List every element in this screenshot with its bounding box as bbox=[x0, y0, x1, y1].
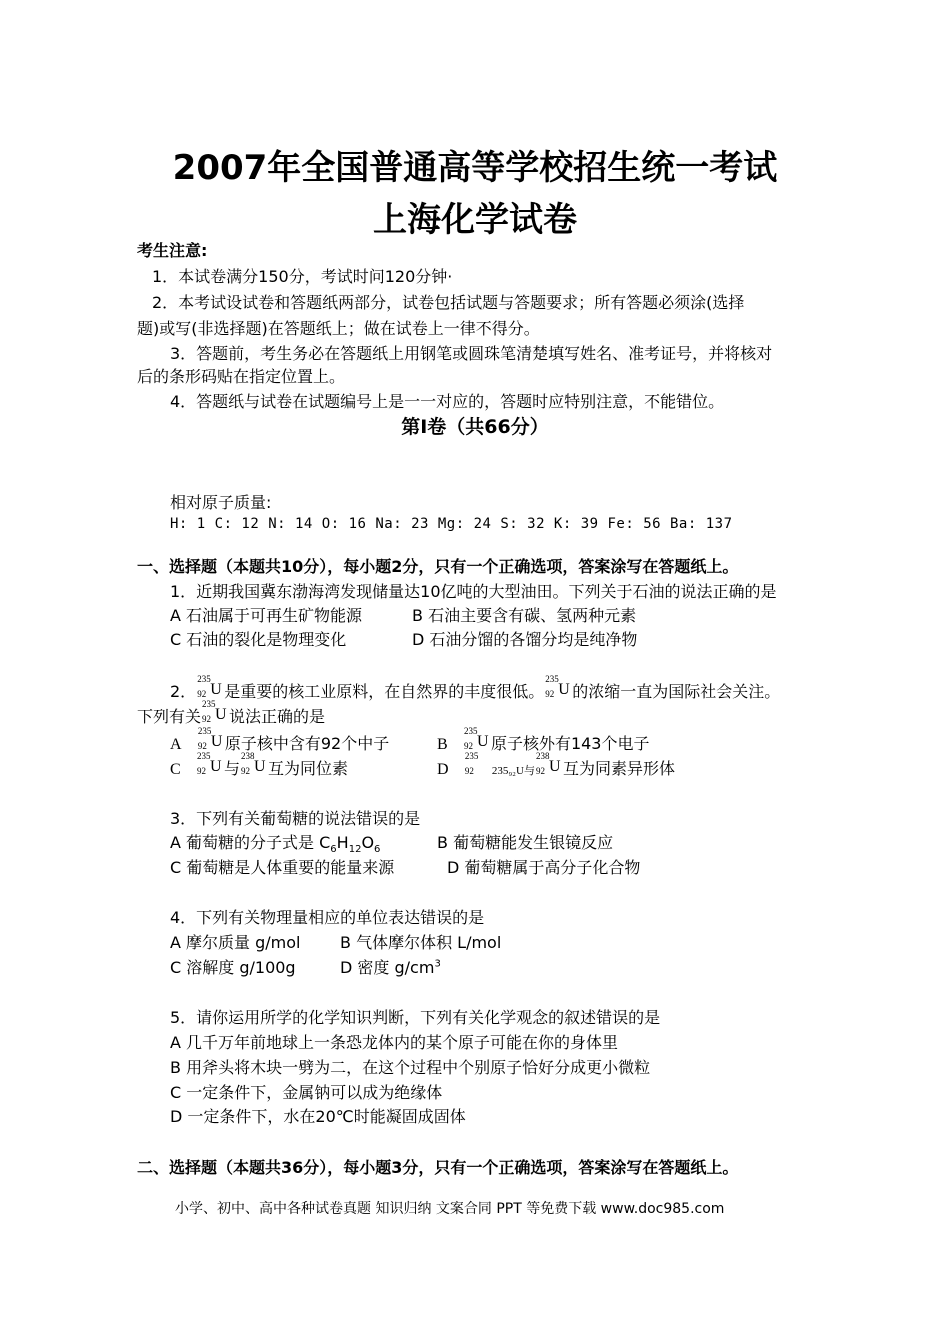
q3-option-d: D 葡萄糖属于高分子化合物 bbox=[447, 858, 641, 877]
q2-number: 2． bbox=[170, 682, 197, 701]
u238-nuclide: 238 92 U bbox=[535, 751, 561, 776]
q2-stem-line1: 2． 235 92 U 是重要的核工业原料，在自然界的丰度很低。 235 92 U 的浓缩一直为国际社会关注。 bbox=[170, 674, 781, 701]
q5-stem: 5．请你运用所学的化学知识判断，下列有关化学观念的叙述错误的是 bbox=[170, 1008, 661, 1027]
q1-option-c: C 石油的裂化是物理变化 bbox=[170, 630, 347, 649]
u235-nuclide: 235 92 U bbox=[202, 699, 227, 724]
q4-option-a: A 摩尔质量 g/mol bbox=[170, 933, 301, 952]
q5-option-b: B 用斧头将木块一劈为二，在这个过程中个别原子恰好分成更小微粒 bbox=[170, 1058, 651, 1077]
notice-item-2-line1: 2．本考试设试卷和答题纸两部分，试卷包括试题与答题要求；所有答题必须涂(选择 bbox=[152, 293, 745, 312]
q1-option-b: B 石油主要含有碳、氢两种元素 bbox=[412, 606, 637, 625]
notice-item-1: 1．本试卷满分150分，考试时问120分钟· bbox=[152, 267, 453, 286]
u235-nuclide: 235 92 U bbox=[197, 674, 222, 699]
q1-option-d: D 石油分馏的各馏分均是纯净物 bbox=[412, 630, 638, 649]
q2-option-d: D 235 92 235₉₂U与 238 92 U 互为同素异形体 bbox=[437, 751, 675, 778]
q3-option-b: B 葡萄糖能发生银镜反应 bbox=[437, 833, 614, 852]
notice-item-3-line2: 后的条形码贴在指定位置上。 bbox=[137, 367, 346, 386]
q5-option-c: C 一定条件下，金属钠可以成为绝缘体 bbox=[170, 1083, 443, 1102]
footer-download-note: 小学、初中、高中各种试卷真题 知识归纳 文案合同 PPT 等免费下载 www.doc985.com bbox=[175, 1201, 725, 1217]
q4-option-c: C 溶解度 g/100g bbox=[170, 958, 296, 977]
q3-option-c: C 葡萄糖是人体重要的能量来源 bbox=[170, 858, 395, 877]
q3-option-a: A 葡萄糖的分子式是 $C_6H_{12}O_6$ bbox=[170, 833, 381, 856]
q5-option-a: A 几千万年前地球上一条恐龙体内的某个原子可能在你的身体里 bbox=[170, 1033, 619, 1052]
notice-heading: 考生注意: bbox=[137, 241, 208, 260]
notice-item-4: 4．答题纸与试卷在试题编号上是一一对应的，答题时应特别注意，不能错位。 bbox=[170, 392, 725, 411]
q4-stem: 4．下列有关物理量相应的单位表达错误的是 bbox=[170, 908, 485, 927]
q2-stem-line2: 下列有关 235 92 U 说法正确的是 bbox=[137, 699, 326, 726]
notice-item-2-line2: 题)或写(非选择题)在答题纸上；做在试卷上一律不得分。 bbox=[137, 319, 540, 338]
u238-nuclide: 238 92 U bbox=[240, 751, 266, 776]
atomic-mass-label: 相对原子质量: bbox=[170, 493, 272, 512]
u235-nuclide: 235 92 U bbox=[197, 726, 223, 751]
exam-title-line1: 2007年全国普通高等学校招生统一考试 bbox=[172, 148, 778, 188]
q4-option-b: B 气体摩尔体积 L/mol bbox=[340, 933, 502, 952]
q2-option-c: C 235 92 U 与 238 92 U 互为同位素 bbox=[170, 751, 348, 778]
q3-stem: 3．下列有关葡萄糖的说法错误的是 bbox=[170, 809, 421, 828]
u235-nuclide: 235 92 U bbox=[463, 726, 489, 751]
u235-nuclide: 235 92 bbox=[464, 751, 479, 776]
u235-nuclide: 235 92 U bbox=[196, 751, 222, 776]
q2-option-b: B 235 92 U 原子核外有143个电子 bbox=[437, 726, 650, 753]
section2-heading: 二、选择题（本题共36分），每小题3分，只有一个正确选项，答案涂写在答题纸上。 bbox=[137, 1158, 739, 1177]
q1-stem: 1．近期我国冀东渤海湾发现储量达10亿吨的大型油田。下列关于石油的说法正确的是 bbox=[170, 582, 777, 601]
notice-item-3-line1: 3．答题前，考生务必在答题纸上用钢笔或圆珠笔清楚填写姓名、准考证号，并将核对 bbox=[170, 344, 773, 363]
part1-heading: 第Ⅰ卷（共66分） bbox=[401, 416, 549, 438]
section1-heading: 一、选择题（本题共10分），每小题2分，只有一个正确选项，答案涂写在答题纸上。 bbox=[137, 557, 739, 576]
q2-option-a: A 235 92 U 原子核中含有92个中子 bbox=[170, 726, 390, 753]
exam-title-line2: 上海化学试卷 bbox=[373, 200, 577, 240]
u235-nuclide: 235 92 U bbox=[545, 674, 570, 699]
q1-option-a: A 石油属于可再生矿物能源 bbox=[170, 606, 363, 625]
q5-option-d: D 一定条件下，水在20℃时能凝固成固体 bbox=[170, 1107, 466, 1126]
atomic-mass-values: H: 1 C: 12 N: 14 O: 16 Na: 23 Mg: 24 S: 32 K: 39 Fe: 56 Ba: 137 bbox=[170, 516, 733, 532]
q4-option-d: D 密度 $g/cm^3$ bbox=[340, 958, 441, 977]
